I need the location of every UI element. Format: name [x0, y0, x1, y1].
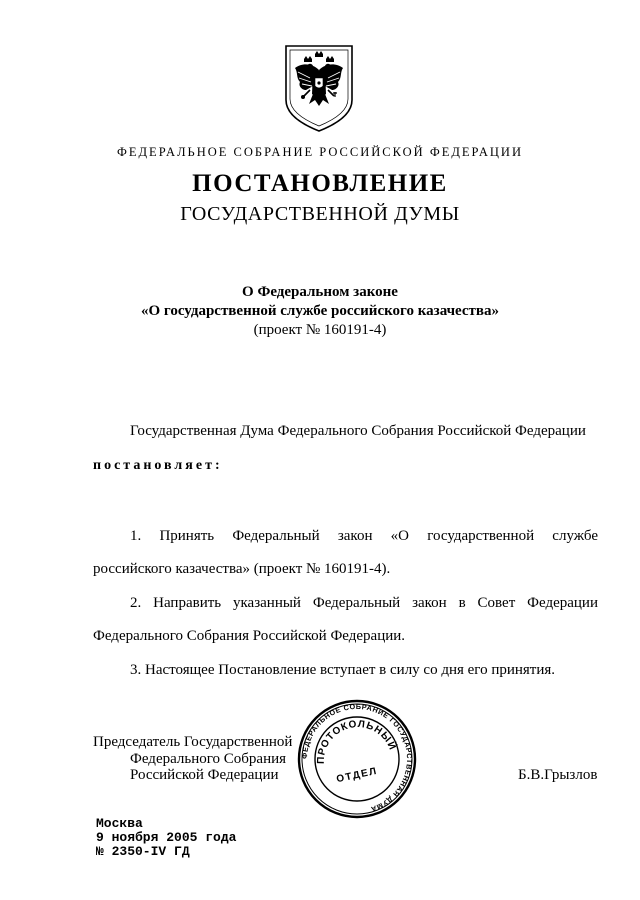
document-subject	[0, 283, 640, 340]
item-2-line-1: 2. Направить указанный Федеральный закон в Совет Федерации	[130, 595, 598, 611]
coat-of-arms-emblem	[280, 42, 358, 134]
item-2-line-2: Федерального Собрания Российской Федерации.	[93, 628, 406, 644]
intro-paragraph: Государственная Дума Федерального Собрания Российской Федерации	[130, 423, 586, 439]
item-1-line-2: российского казачества» (проект № 160191-4).	[93, 561, 391, 577]
signer-name: Б.В.Грызлов	[518, 767, 598, 783]
subject-line-2: «О государственной службе российского казачества»	[140, 303, 500, 319]
footer-number: № 2350-IV ГД	[96, 844, 190, 859]
official-stamp	[296, 698, 418, 820]
stamp-inner-text: ПРОТОКОЛЬНЫЙ	[315, 718, 398, 765]
document-type-title: ПОСТАНОВЛЕНИЕ	[192, 170, 448, 197]
signer-title-line-3: Российской Федерации	[130, 767, 279, 783]
subject-line-1: О Федеральном законе	[242, 284, 398, 300]
footer-date: 9 ноября 2005 года	[96, 830, 237, 845]
subject-line-3: (проект № 160191-4)	[253, 322, 387, 338]
signer-title-line-2: Федерального Собрания	[130, 751, 287, 767]
item-3: 3. Настоящее Постановление вступает в силу со дня его принятия.	[130, 662, 556, 678]
decree-word: постановляет:	[93, 458, 223, 473]
document-footer	[96, 817, 236, 859]
stamp-outer-text: ФЕДЕРАЛЬНОЕ СОБРАНИЕ ГОСУДАРСТВЕННАЯ ДУМА	[299, 701, 415, 814]
signer-title-line-1: Председатель Государственной	[93, 734, 293, 750]
issuing-body: ГОСУДАРСТВЕННОЙ ДУМЫ	[180, 203, 460, 225]
organization-name: ФЕДЕРАЛЬНОЕ СОБРАНИЕ РОССИЙСКОЙ ФЕДЕРАЦИИ	[117, 145, 523, 159]
item-1-line-1: 1. Принять Федеральный закон «О государственной службе	[130, 528, 598, 544]
footer-city: Москва	[96, 816, 143, 831]
stamp-center-text: ОТДЕЛ	[335, 765, 379, 786]
